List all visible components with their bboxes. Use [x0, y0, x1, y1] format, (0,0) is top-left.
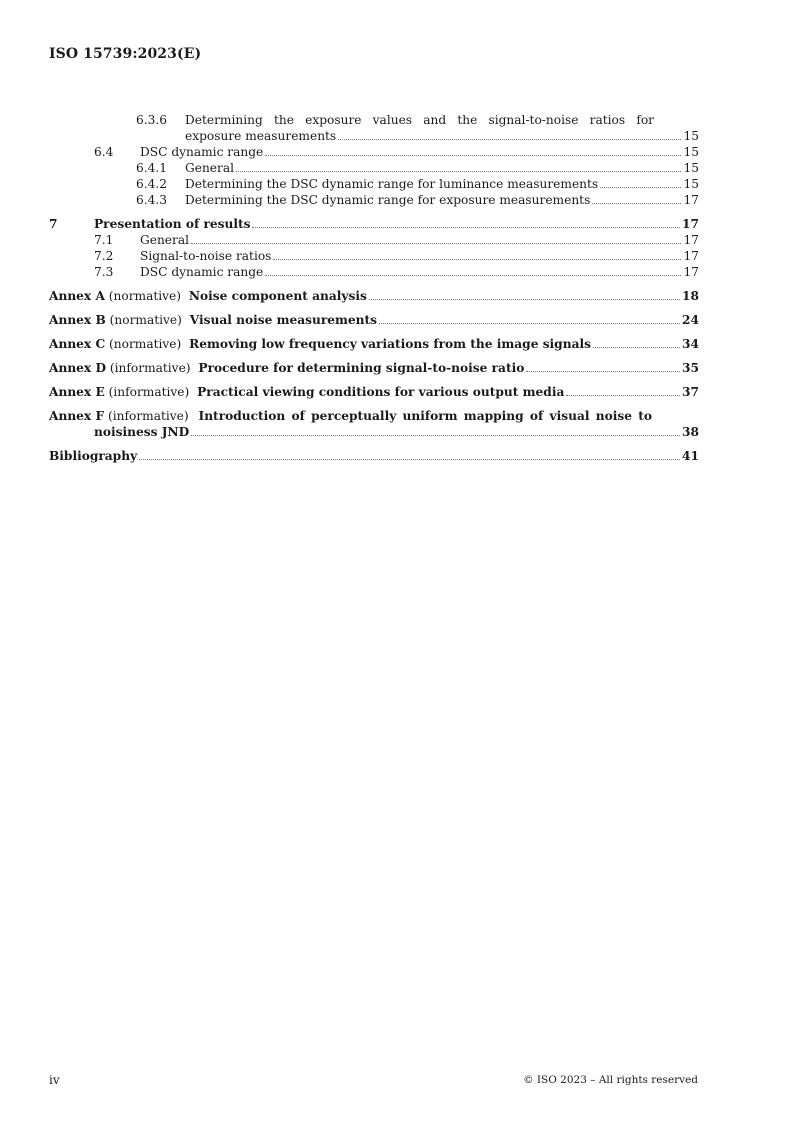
toc-leader — [265, 275, 681, 276]
toc-entry-6-4-3[interactable] — [49, 192, 699, 208]
toc-entry-6-4-1[interactable] — [49, 160, 699, 176]
toc-annex-e[interactable] — [49, 384, 699, 400]
toc-entry-page: 17 — [683, 249, 699, 263]
toc-entry-title: Presentation of results — [94, 217, 251, 231]
annex-title: Procedure for determining signal-to-noise ratio — [198, 361, 525, 375]
toc-entry-page: 17 — [683, 233, 699, 247]
toc-entry-page: 17 — [683, 265, 699, 279]
toc-leader — [592, 203, 681, 204]
toc-entry-page: 17 — [682, 217, 699, 231]
toc-entry-page: 15 — [683, 129, 699, 143]
annex-title: Visual noise measurements — [189, 313, 378, 327]
toc-leader — [593, 347, 680, 348]
toc-entry-page: 17 — [683, 193, 699, 207]
toc-leader — [600, 187, 681, 188]
toc-annex-a[interactable] — [49, 288, 699, 304]
toc-entry-title: Determining the DSC dynamic range for luminance measurements — [185, 177, 599, 191]
toc-entry-6-3-6[interactable] — [49, 112, 699, 144]
annex-label: Annex A — [49, 289, 105, 303]
toc-entry-title: DSC dynamic range — [140, 145, 264, 159]
toc-leader — [191, 435, 680, 436]
toc-entry-page: 35 — [682, 361, 699, 375]
annex-title: Practical viewing conditions for various output media — [197, 385, 565, 399]
annex-title: Introduction of perceptually uniform mapping of visual noise to — [198, 409, 652, 423]
annex-title: Removing low frequency variations from the image signals — [189, 337, 591, 351]
toc-entry-number: 6.4.3 — [136, 193, 168, 207]
annex-title-cont: noisiness JND — [94, 425, 190, 439]
toc-entry-title: Determining the DSC dynamic range for exposure measurements — [185, 193, 591, 207]
toc-entry-title: Bibliography — [49, 449, 138, 463]
toc-entry-number: 7.3 — [94, 265, 114, 279]
toc-entry-7[interactable] — [49, 216, 699, 232]
toc-entry-page: 24 — [682, 313, 699, 327]
toc-leader — [139, 459, 680, 460]
toc-leader — [191, 243, 681, 244]
toc-entry-7-1[interactable] — [49, 232, 699, 248]
toc-leader — [379, 323, 680, 324]
toc-leader — [265, 155, 681, 156]
toc-entry-number: 7.1 — [94, 233, 114, 247]
annex-type: (informative) — [109, 361, 191, 375]
toc-entry-page: 41 — [682, 449, 699, 463]
annex-label: Annex B — [49, 313, 106, 327]
toc-entry-number: 7 — [49, 217, 58, 231]
toc-leader — [369, 299, 680, 300]
toc-entry-title: Signal-to-noise ratios — [140, 249, 272, 263]
toc-leader — [566, 395, 680, 396]
annex-type: (informative) — [107, 409, 189, 423]
toc-entry-title: Determining the exposure values and the signal-to-noise ratios for — [185, 113, 654, 127]
toc-entry-6-4-2[interactable] — [49, 176, 699, 192]
document-header: ISO 15739:2023(E) — [49, 46, 202, 62]
toc-annex-d[interactable] — [49, 360, 699, 376]
toc-annex-c[interactable] — [49, 336, 699, 352]
toc-entry-page: 15 — [683, 177, 699, 191]
footer-page-number: iv — [49, 1073, 60, 1087]
table-of-contents — [49, 112, 699, 464]
toc-entry-title: DSC dynamic range — [140, 265, 264, 279]
toc-entry-number: 6.4.2 — [136, 177, 168, 191]
toc-leader — [236, 171, 681, 172]
toc-entry-number: 6.4 — [94, 145, 114, 159]
toc-entry-page: 15 — [683, 161, 699, 175]
annex-label: Annex D — [49, 361, 107, 375]
toc-entry-number: 7.2 — [94, 249, 114, 263]
toc-bibliography[interactable] — [49, 448, 699, 464]
toc-entry-title: General — [140, 233, 189, 247]
toc-entry-page: 18 — [682, 289, 699, 303]
annex-type: (normative) — [109, 313, 182, 327]
toc-leader — [252, 227, 680, 228]
annex-label: Annex C — [49, 337, 106, 351]
toc-entry-7-3[interactable] — [49, 264, 699, 280]
toc-leader — [273, 259, 681, 260]
annex-type: (normative) — [109, 337, 182, 351]
annex-label: Annex F — [49, 409, 105, 423]
toc-entry-6-4[interactable] — [49, 144, 699, 160]
footer-copyright: © ISO 2023 – All rights reserved — [523, 1074, 698, 1086]
toc-entry-page: 34 — [682, 337, 699, 351]
toc-leader — [338, 139, 681, 140]
annex-title: Noise component analysis — [188, 289, 367, 303]
toc-leader — [526, 371, 680, 372]
toc-entry-title-cont: exposure measurements — [185, 129, 337, 143]
toc-entry-page: 37 — [682, 385, 699, 399]
toc-entry-page: 38 — [682, 425, 699, 439]
toc-annex-f[interactable] — [49, 408, 699, 440]
annex-type: (informative) — [108, 385, 190, 399]
toc-entry-page: 15 — [683, 145, 699, 159]
toc-entry-number: 6.4.1 — [136, 161, 168, 175]
toc-entry-7-2[interactable] — [49, 248, 699, 264]
toc-entry-title: General — [185, 161, 234, 175]
toc-entry-number: 6.3.6 — [136, 113, 168, 127]
toc-annex-b[interactable] — [49, 312, 699, 328]
annex-label: Annex E — [49, 385, 105, 399]
annex-type: (normative) — [108, 289, 182, 303]
